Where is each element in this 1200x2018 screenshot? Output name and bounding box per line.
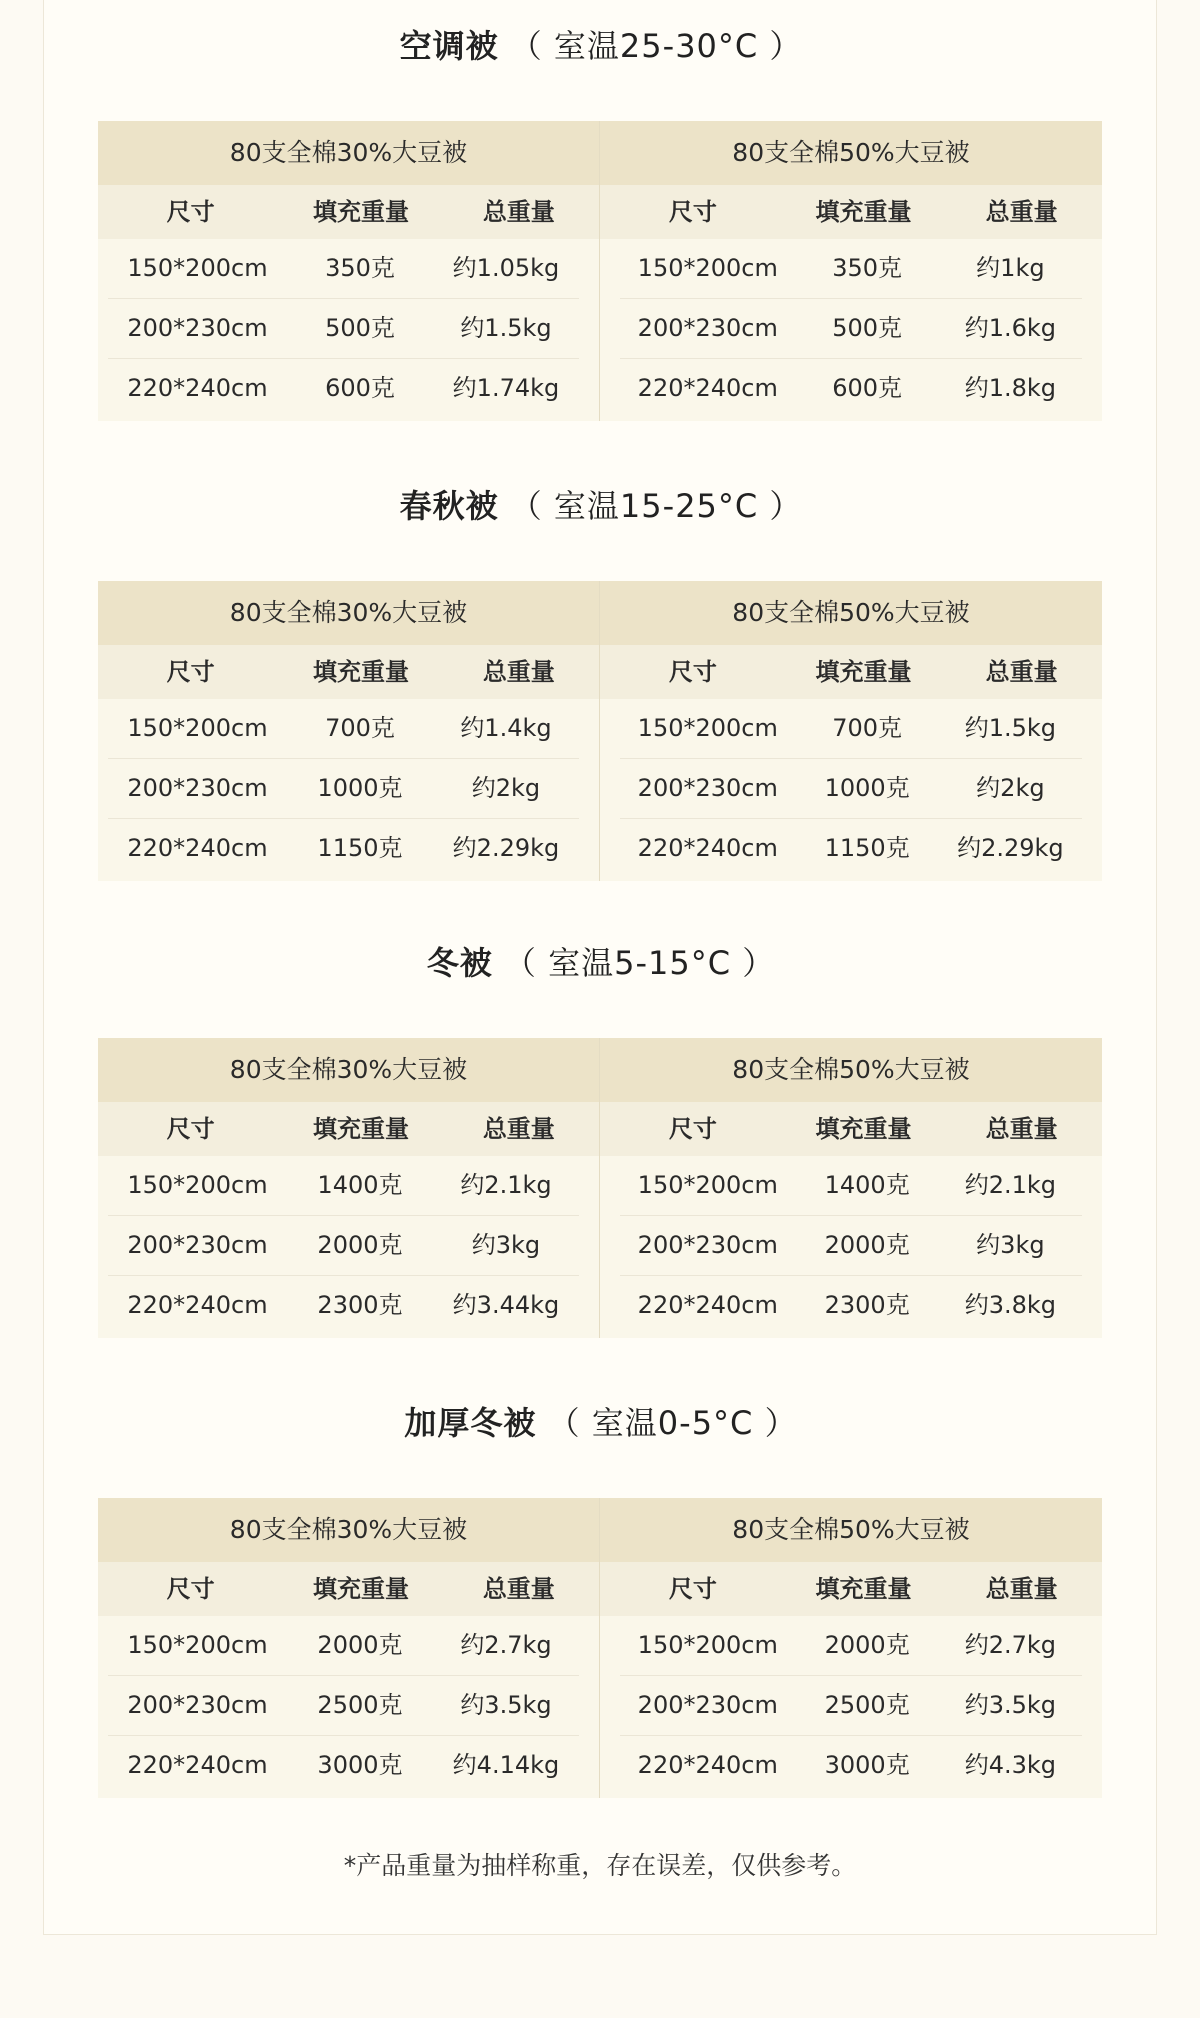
table-row: [108, 699, 579, 759]
col-total-header: 总重量: [985, 1115, 1058, 1143]
cell-fill: 3000克: [317, 1751, 403, 1779]
col-total-header: 总重量: [985, 658, 1058, 686]
cell-size: 200*230cm: [127, 1691, 268, 1719]
table-row: [108, 1676, 579, 1736]
cell-size: 200*230cm: [637, 774, 778, 802]
group-header: 80支全棉30%大豆被: [98, 1498, 599, 1562]
cell-total: 约3kg: [976, 1231, 1045, 1259]
cell-fill: 350克: [832, 254, 903, 282]
cell-total: 约3.5kg: [964, 1691, 1057, 1719]
cell-total: 约1kg: [976, 254, 1045, 282]
cell-total: 约4.3kg: [964, 1751, 1057, 1779]
table-row: [620, 759, 1082, 819]
cell-total: 约3kg: [471, 1231, 541, 1259]
cell-fill: 600克: [325, 374, 395, 402]
cell-fill: 700克: [325, 714, 395, 742]
col-fill-header: 填充重量: [815, 1115, 912, 1143]
cell-fill: 600克: [832, 374, 903, 402]
cell-fill: 1400克: [824, 1171, 910, 1199]
cell-size: 220*240cm: [127, 1291, 268, 1319]
spec-table: [98, 121, 1102, 421]
section-temp-range: （ 室温5-15°C ）: [503, 944, 776, 982]
column-header-row: [98, 1102, 599, 1156]
cell-total: 约1.6kg: [964, 314, 1057, 342]
table-row: [620, 1276, 1082, 1335]
table-row: [620, 1736, 1082, 1795]
spec-table-30-percent: [98, 121, 600, 421]
cell-total: 约2.7kg: [460, 1631, 552, 1659]
cell-fill: 350克: [325, 254, 395, 282]
table-row: [108, 1216, 579, 1276]
group-header: 80支全棉50%大豆被: [600, 121, 1102, 185]
group-header: 80支全棉50%大豆被: [600, 1498, 1102, 1562]
table-body: [98, 1156, 599, 1338]
cell-size: 150*200cm: [637, 254, 778, 282]
section-name: 空调被: [399, 27, 499, 65]
table-row: [108, 1156, 579, 1216]
table-row: [620, 699, 1082, 759]
cell-fill: 2500克: [317, 1691, 403, 1719]
cell-fill: 500克: [832, 314, 903, 342]
table-row: [108, 299, 579, 359]
cell-total: 约2.1kg: [964, 1171, 1057, 1199]
cell-total: 约1.8kg: [964, 374, 1057, 402]
cell-total: 约2.1kg: [460, 1171, 552, 1199]
table-body: [600, 239, 1102, 421]
cell-size: 220*240cm: [127, 374, 268, 402]
table-row: [620, 359, 1082, 418]
spec-table: [98, 581, 1102, 881]
col-fill-header: 填充重量: [313, 1115, 409, 1143]
cell-total: 约3.44kg: [452, 1291, 560, 1319]
col-total-header: 总重量: [482, 198, 555, 226]
cell-total: 约2kg: [471, 774, 541, 802]
spec-table: [98, 1498, 1102, 1798]
col-total-header: 总重量: [482, 658, 555, 686]
cell-total: 约1.05kg: [452, 254, 560, 282]
section-name: 冬被: [426, 944, 493, 982]
cell-size: 150*200cm: [637, 1631, 778, 1659]
cell-fill: 2000克: [317, 1231, 403, 1259]
table-row: [108, 359, 579, 418]
cell-fill: 2000克: [824, 1631, 910, 1659]
group-header: 80支全棉50%大豆被: [600, 1038, 1102, 1102]
content-panel: [43, 0, 1157, 1935]
table-row: [108, 1616, 579, 1676]
section-title: [44, 1399, 1158, 1447]
cell-size: 200*230cm: [127, 774, 268, 802]
table-body: [98, 699, 599, 881]
cell-fill: 2300克: [317, 1291, 403, 1319]
table-row: [108, 819, 579, 878]
table-body: [600, 699, 1102, 881]
col-total-header: 总重量: [482, 1575, 555, 1603]
table-row: [620, 299, 1082, 359]
table-row: [620, 1616, 1082, 1676]
cell-fill: 2500克: [824, 1691, 910, 1719]
column-header-row: [98, 185, 599, 239]
table-row: [108, 239, 579, 299]
cell-fill: 2000克: [317, 1631, 403, 1659]
table-row: [108, 759, 579, 819]
column-header-row: [98, 645, 599, 699]
section-title: [44, 939, 1158, 987]
section-name: 春秋被: [399, 487, 499, 525]
cell-total: 约2.29kg: [957, 834, 1064, 862]
cell-total: 约2kg: [976, 774, 1045, 802]
cell-fill: 2000克: [824, 1231, 910, 1259]
cell-size: 150*200cm: [127, 1631, 268, 1659]
spec-table-50-percent: [600, 1498, 1102, 1798]
col-size-header: 尺寸: [166, 658, 215, 686]
spec-table-30-percent: [98, 581, 600, 881]
group-header: 80支全棉50%大豆被: [600, 581, 1102, 645]
cell-size: 200*230cm: [127, 1231, 268, 1259]
cell-total: 约2.29kg: [452, 834, 560, 862]
col-fill-header: 填充重量: [313, 658, 409, 686]
table-body: [600, 1156, 1102, 1338]
col-fill-header: 填充重量: [815, 198, 912, 226]
cell-size: 220*240cm: [637, 1291, 778, 1319]
spec-table-30-percent: [98, 1498, 600, 1798]
table-row: [108, 1736, 579, 1795]
col-total-header: 总重量: [985, 198, 1058, 226]
cell-fill: 500克: [325, 314, 395, 342]
column-header-row: [600, 185, 1102, 239]
section-temp-range: （ 室温15-25°C ）: [509, 487, 803, 525]
col-fill-header: 填充重量: [313, 198, 409, 226]
cell-fill: 1400克: [317, 1171, 403, 1199]
spec-table-50-percent: [600, 581, 1102, 881]
table-row: [108, 1276, 579, 1335]
col-size-header: 尺寸: [166, 1115, 215, 1143]
spec-table-50-percent: [600, 121, 1102, 421]
cell-size: 220*240cm: [127, 834, 268, 862]
table-body: [600, 1616, 1102, 1798]
cell-size: 200*230cm: [637, 1231, 778, 1259]
cell-total: 约2.7kg: [964, 1631, 1057, 1659]
column-header-row: [98, 1562, 599, 1616]
group-header: 80支全棉30%大豆被: [98, 1038, 599, 1102]
section-title: [44, 482, 1158, 530]
cell-fill: 3000克: [824, 1751, 910, 1779]
col-size-header: 尺寸: [668, 198, 717, 226]
cell-size: 150*200cm: [127, 1171, 268, 1199]
cell-total: 约1.4kg: [460, 714, 552, 742]
cell-fill: 2300克: [824, 1291, 910, 1319]
table-body: [98, 1616, 599, 1798]
cell-size: 150*200cm: [127, 254, 268, 282]
table-row: [620, 1216, 1082, 1276]
cell-size: 200*230cm: [127, 314, 268, 342]
cell-size: 150*200cm: [637, 1171, 778, 1199]
table-row: [620, 1676, 1082, 1736]
col-size-header: 尺寸: [166, 198, 215, 226]
cell-fill: 700克: [832, 714, 903, 742]
table-row: [620, 1156, 1082, 1216]
column-header-row: [600, 1562, 1102, 1616]
column-header-row: [600, 1102, 1102, 1156]
section-title: [44, 22, 1158, 70]
cell-fill: 1150克: [317, 834, 403, 862]
cell-fill: 1000克: [317, 774, 403, 802]
cell-size: 220*240cm: [637, 834, 778, 862]
col-size-header: 尺寸: [166, 1575, 215, 1603]
col-size-header: 尺寸: [668, 1575, 717, 1603]
cell-total: 约1.74kg: [452, 374, 560, 402]
cell-size: 220*240cm: [127, 1751, 268, 1779]
section-temp-range: （ 室温25-30°C ）: [509, 27, 803, 65]
spec-table: [98, 1038, 1102, 1338]
group-header: 80支全棉30%大豆被: [98, 581, 599, 645]
spec-table-30-percent: [98, 1038, 600, 1338]
col-size-header: 尺寸: [668, 658, 717, 686]
col-size-header: 尺寸: [668, 1115, 717, 1143]
cell-total: 约3.8kg: [964, 1291, 1057, 1319]
col-fill-header: 填充重量: [815, 658, 912, 686]
cell-size: 150*200cm: [127, 714, 268, 742]
table-row: [620, 239, 1082, 299]
col-fill-header: 填充重量: [815, 1575, 912, 1603]
cell-size: 200*230cm: [637, 1691, 778, 1719]
cell-size: 200*230cm: [637, 314, 778, 342]
section-temp-range: （ 室温0-5°C ）: [547, 1404, 798, 1442]
table-body: [98, 239, 599, 421]
cell-size: 150*200cm: [637, 714, 778, 742]
cell-total: 约3.5kg: [460, 1691, 552, 1719]
table-row: [620, 819, 1082, 878]
column-header-row: [600, 645, 1102, 699]
col-total-header: 总重量: [985, 1575, 1058, 1603]
cell-fill: 1150克: [824, 834, 910, 862]
cell-total: 约1.5kg: [460, 314, 552, 342]
cell-size: 220*240cm: [637, 374, 778, 402]
section-name: 加厚冬被: [404, 1404, 537, 1442]
spec-table-50-percent: [600, 1038, 1102, 1338]
cell-fill: 1000克: [824, 774, 910, 802]
cell-total: 约1.5kg: [964, 714, 1057, 742]
disclaimer-footnote: *产品重量为抽样称重，存在误差，仅供参考。: [343, 1851, 857, 1880]
col-fill-header: 填充重量: [313, 1575, 409, 1603]
cell-size: 220*240cm: [637, 1751, 778, 1779]
group-header: 80支全棉30%大豆被: [98, 121, 599, 185]
cell-total: 约4.14kg: [452, 1751, 560, 1779]
col-total-header: 总重量: [482, 1115, 555, 1143]
